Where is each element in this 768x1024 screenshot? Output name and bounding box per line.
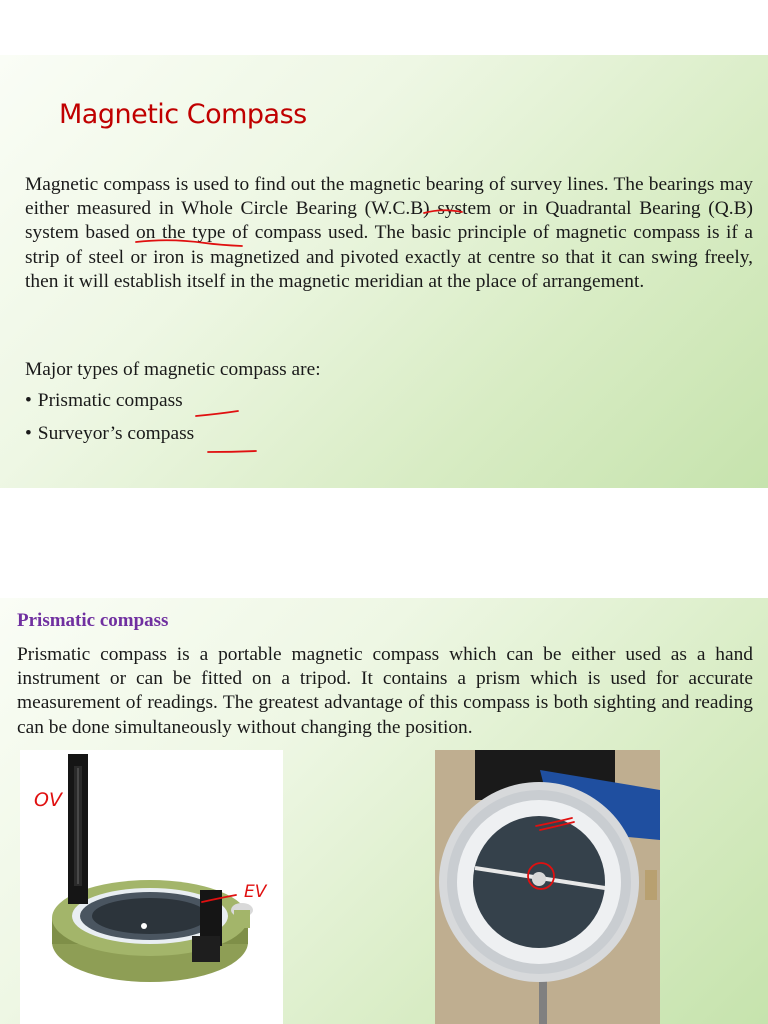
compass-field-illustration <box>435 750 660 1024</box>
slide-prismatic-compass <box>0 598 768 1024</box>
compass-illustration <box>20 750 283 1024</box>
list-item: • Surveyor’s compass <box>25 422 194 455</box>
compass-field-photo <box>435 750 660 1024</box>
slide-magnetic-compass <box>0 55 768 488</box>
section-heading: Prismatic compass <box>17 610 169 631</box>
ov-label: OV <box>34 789 62 811</box>
slide-title: Magnetic Compass <box>59 99 307 130</box>
ev-label: EV <box>244 882 267 902</box>
prismatic-compass-photo <box>20 750 283 1024</box>
intro-paragraph: Magnetic compass is used to find out the magnetic bearing of survey lines. The bearings may either measured in Whole Circle Bearing (W.C.B) system or in Quadrantal Bearing (Q.B) system based on the type of compass used. The basic principle of magnetic compass is if a strip of steel or iron is magnetized and pivoted exactly at centre so that it can swing freely, then it will establish itself in the magnetic meridian at the place of arrangement. <box>25 174 753 292</box>
types-intro: Major types of magnetic compass are: <box>25 359 321 380</box>
types-list <box>25 389 194 455</box>
prismatic-paragraph: Prismatic compass is a portable magnetic compass which can be either used as a hand instrument or can be fitted on a tripod. It contains a prism which is used for accurate measurement of readings. The greatest advantage of this compass is both sighting and reading can be done simultaneously without changing the position. <box>17 644 753 738</box>
list-item: • Prismatic compass <box>25 389 194 422</box>
